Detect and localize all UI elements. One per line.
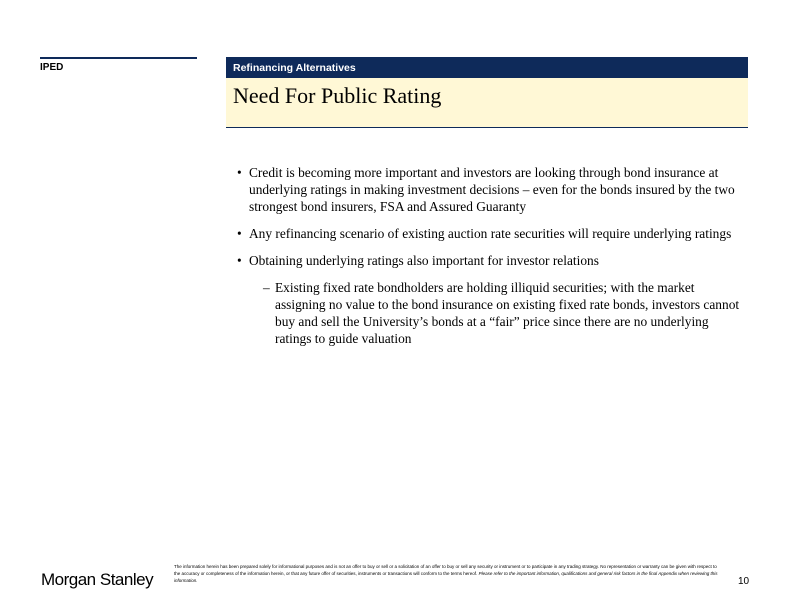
bullet-text: Credit is becoming more important and investors are looking through bond insurance at underlying ratings in making investment decisions – even for the bonds insured by the two strongest bond insurers, FSA and Assured Guaranty xyxy=(249,165,735,214)
bullet-text: Any refinancing scenario of existing auction rate securities will require underlying ratings xyxy=(249,226,732,241)
disclaimer-text: The information herein has been prepared solely for informational purposes and is not an offer to buy or sell or a solicitation of an offer to buy or sell any security or instrument or to participate in any trading strategy. No representation or warranty can be given with respect to the accuracy or completeness of the information herein, or that any future offer of securities, instruments or transactions will conform to the terms hereof. xyxy=(174,564,717,576)
sub-bullet-text: Existing fixed rate bondholders are holding illiquid securities; with the market assigning no value to the bond insurance on existing fixed rate bonds, investors cannot buy and sell the University’s bonds at a “fair” price since there are no underlying ratings to guide valuation xyxy=(275,280,740,346)
section-label: IPED xyxy=(40,62,64,73)
page-number: 10 xyxy=(738,576,750,587)
section-band: Refinancing Alternatives xyxy=(226,57,748,78)
page-title: Need For Public Rating xyxy=(226,78,748,128)
bullet-text: Obtaining underlying ratings also important for investor relations xyxy=(249,253,599,268)
bullet: • Obtaining underlying ratings also important for investor relations xyxy=(237,253,599,268)
sub-bullet: – Existing fixed rate bondholders are holding illiquid securities; with the market assigning no value to the bond insurance on existing fixed rate bonds, investors cannot buy and sell the University’s bonds at a “fair” price since there are no underlying ratings to guide valuation xyxy=(263,280,740,346)
disclaimer-italic: Please refer to the important information, qualifications and general risk factors in the final Appendix when reviewing this information. xyxy=(174,571,718,583)
body-content xyxy=(237,164,747,347)
bullet: • Credit is becoming more important and investors are looking through bond insurance at underlying ratings in making investment decisions – even for the bonds insured by the two strongest bond insurers, FSA and Assured Guaranty xyxy=(237,165,735,214)
morgan-stanley-logo: Morgan Stanley xyxy=(41,570,154,589)
header-rule xyxy=(40,57,197,59)
bullet: • Any refinancing scenario of existing auction rate securities will require underlying ratings xyxy=(237,226,732,241)
disclaimer xyxy=(174,563,724,584)
